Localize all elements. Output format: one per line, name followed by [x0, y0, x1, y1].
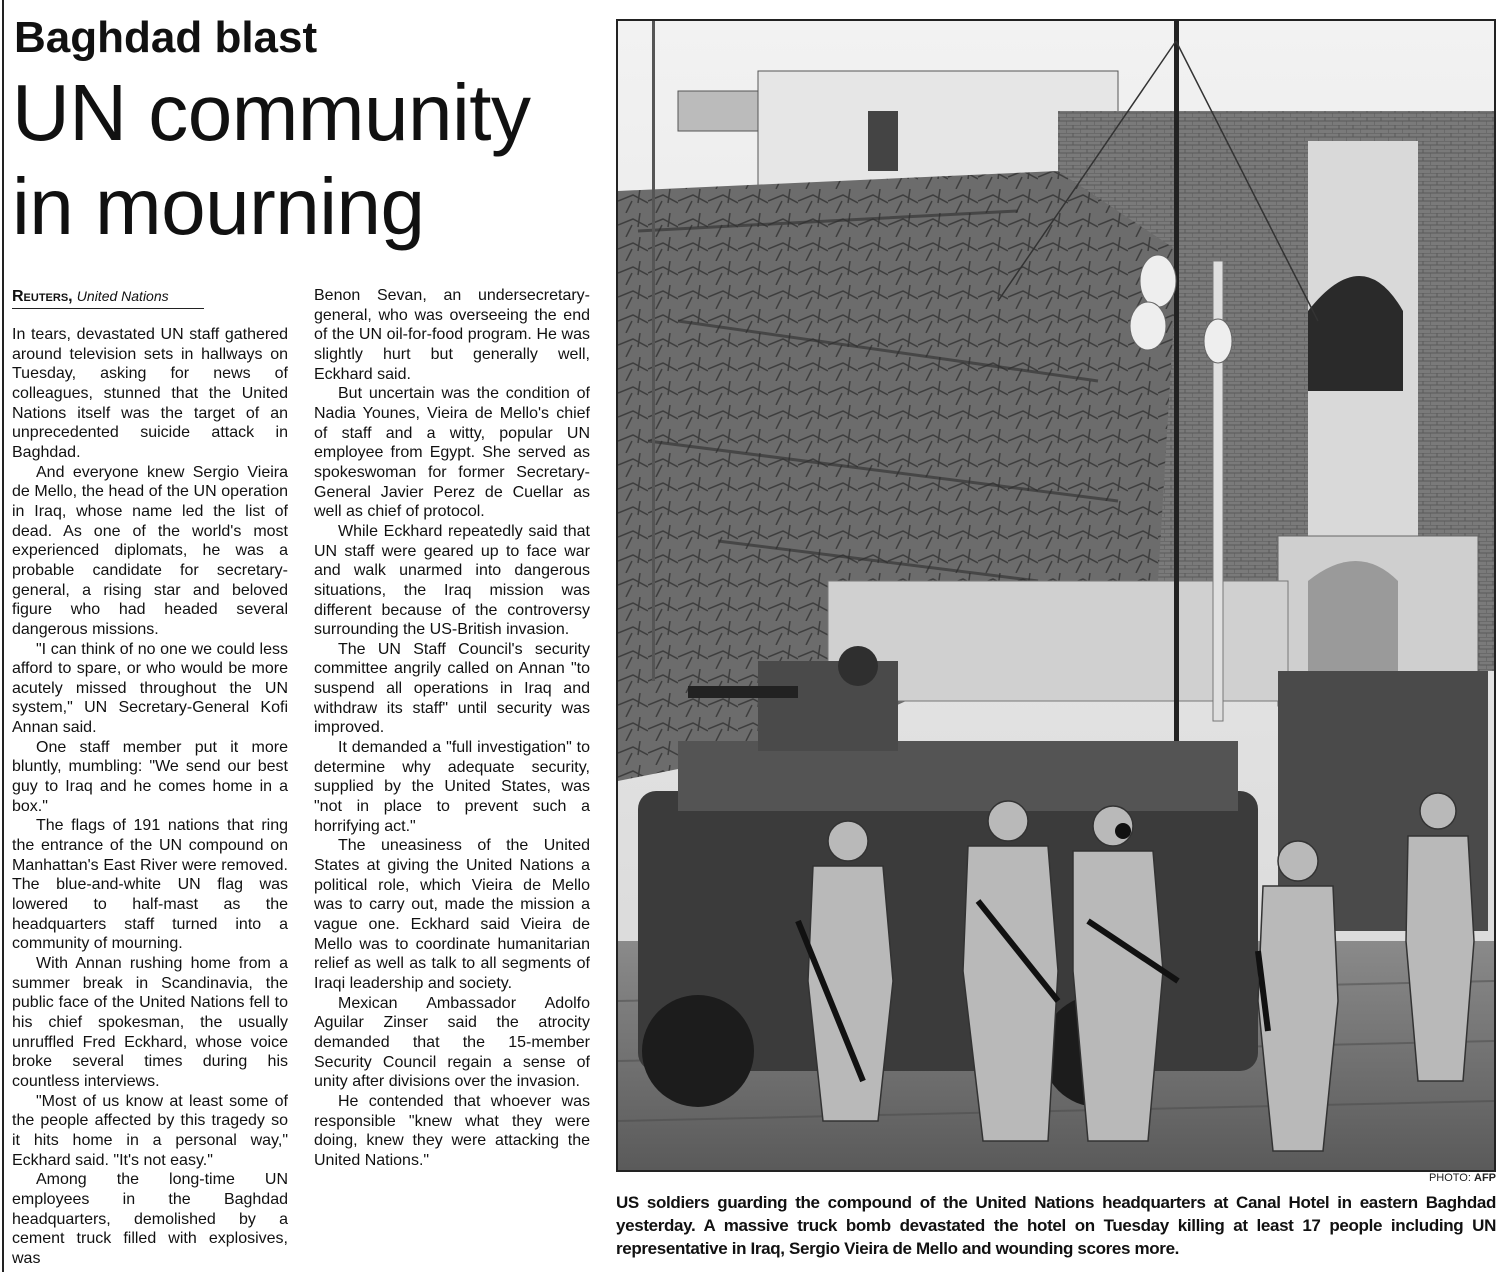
article-headline	[12, 66, 602, 254]
article-byline	[12, 286, 204, 309]
body-paragraph: Benon Sevan, an undersecretary-general, who was overseeing the end of the UN oil-for-food program. He was slightly hurt but generally well, Eckhard said.	[314, 287, 590, 383]
article-kicker: Baghdad blast	[14, 13, 318, 62]
page-left-rule	[2, 0, 4, 1272]
body-paragraph: But uncertain was the condition of Nadia Younes, Vieira de Mello's chief of staff and a witty, popular UN employee from Egypt. She served as spokeswoman for former Secretary-General Javier Perez de Cuellar as well as chief of protocol.	[314, 385, 590, 521]
body-paragraph: It demanded a "full investigation" to determine why adequate security, supplied by the United States, was "not in place to prevent such a horrifying act."	[314, 739, 590, 835]
body-paragraph: Among the long-time UN employees in the Baghdad headquarters, demolished by a cement truck filled with explosives, was	[12, 1171, 288, 1267]
article-column-1	[12, 325, 288, 1269]
body-paragraph: One staff member put it more bluntly, mumbling: "We send our best guy to Iraq and he comes home in a box."	[12, 738, 288, 815]
news-photo-illustration	[618, 21, 1494, 1170]
body-paragraph: "I can think of no one we could less afford to spare, or who would be more acutely missed throughout the UN system," UN Secretary-General Kofi Annan said.	[12, 640, 288, 737]
body-paragraph: And everyone knew Sergio Vieira de Mello, the head of the UN operation in Iraq, whose name led the list of dead. As one of the world's most experienced diplomats, he was a probable candidate for secretary-general, a rising star and beloved figure who had headed several dangerous missions.	[12, 463, 288, 638]
body-paragraph: The UN Staff Council's security committee angrily called on Annan "to suspend all operations in Iraq and withdraw its staff" until security was improved.	[314, 640, 590, 737]
photo-credit-label: PHOTO:	[1428, 1172, 1471, 1184]
body-paragraph: While Eckhard repeatedly said that UN staff were geared up to face war and walk unarmed into dangerous situations, the Iraq mission was different because of the controversy surrounding the US-British invasion.	[314, 522, 590, 639]
body-paragraph: In tears, devastated UN staff gathered around television sets in hallways on Tuesday, asking for news of colleagues, stunned that the United Nations itself was the target of an unprecedented suicide attack in Baghdad.	[12, 326, 288, 461]
body-paragraph: Mexican Ambassador Adolfo Aguilar Zinser said the atrocity demanded that the 15-member Security Council regain a sense of unity after divisions over the invasion.	[314, 994, 590, 1091]
body-paragraph: "Most of us know at least some of the people affected by this tragedy so it hits home in a personal way," Eckhard said. "It's not easy."	[12, 1092, 288, 1169]
article-column-2	[314, 286, 590, 1171]
body-paragraph: With Annan rushing home from a summer break in Scandinavia, the public face of the United Nations fell to his chief spokesman, the usually unruffled Fred Eckhard, whose voice broke several times during his countless interviews.	[12, 955, 288, 1090]
body-paragraph: The uneasiness of the United States at giving the United Nations a political role, which Vieira de Mello was to carry out, made the mission a vague one. Eckhard said Vieira de Mello was to coordinate humanitarian relief as well as talk to all segments of Iraqi leadership and society.	[314, 837, 590, 992]
body-paragraph: He contended that whoever was responsible "knew what they were doing, knew they were attacking the United Nations."	[314, 1092, 590, 1169]
headline-line-1: UN community	[12, 68, 531, 157]
news-photo	[616, 19, 1496, 1172]
photo-caption: US soldiers guarding the compound of the United Nations headquarters at Canal Hotel in eastern Baghdad yesterday. A massive truck bomb devastated the hotel on Tuesday killing at least 17 people including UN representative in Iraq, Sergio Vieira de Mello and wounding scores more.	[616, 1193, 1496, 1258]
body-paragraph: The flags of 191 nations that ring the entrance of the UN compound on Manhattan's East River were removed. The blue-and-white UN flag was lowered to half-mast as the headquarters staff turned into a community of mourning.	[12, 817, 288, 953]
byline-agency: Reuters,	[12, 288, 73, 305]
byline-place: United Nations	[76, 288, 169, 304]
headline-line-2: in mourning	[12, 162, 425, 251]
photo-credit	[1429, 1172, 1496, 1184]
photo-credit-source: AFP	[1474, 1172, 1496, 1184]
